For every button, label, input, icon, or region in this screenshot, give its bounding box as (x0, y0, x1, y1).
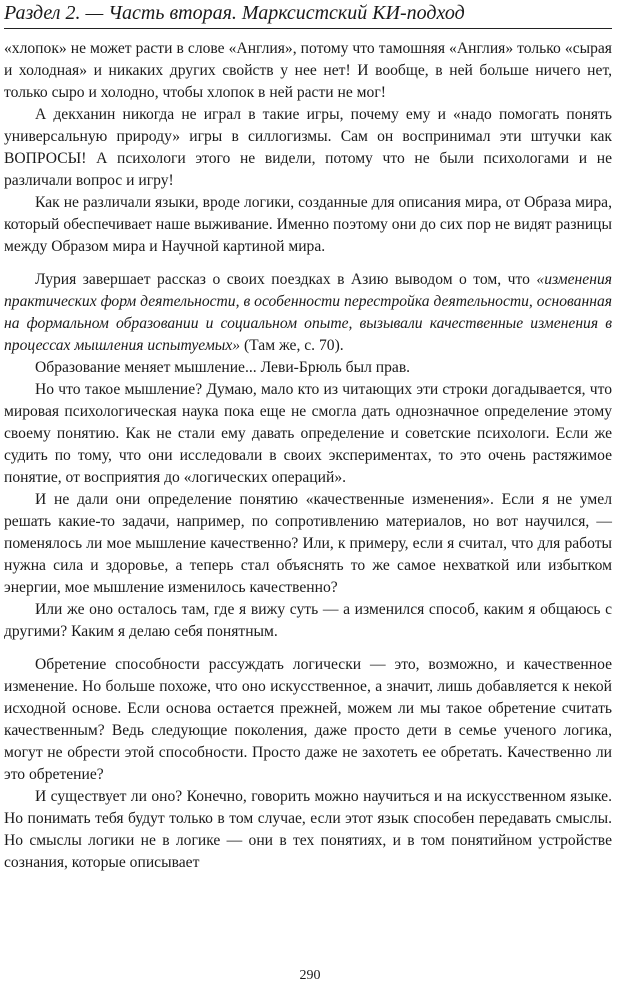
paragraph-text: Лурия завершает рассказ о своих поездках в Азию выводом о том, что (35, 271, 537, 288)
paragraph: Или же оно осталось там, где я вижу суть — а изменился способ, каким я общаюсь с другими? Каким я делаю себя понятным. (4, 601, 612, 640)
paragraph: Образование меняет мышление... Леви-Брюль был прав. (35, 359, 411, 376)
paragraph: И существует ли оно? Конечно, говорить можно научиться и на искусственном языке. Но понимать тебя будут только в том случае, если этот язык способен передавать смыслы. Но смыслы логики не в логике — они в тех понятиях, и в том понятийном устройстве сознания, которые описывает (4, 788, 612, 871)
paragraph: «хлопок» не может расти в слове «Англия», потому что тамошняя «Англия» только «сырая и холодная» и никаких других свойств у нее нет! И вообще, в ней больше ничего нет, только сыро и холодно, чтобы хлопок в ней расти не мог! (4, 40, 612, 101)
page-body (4, 38, 612, 874)
citation-quote: «изменения практических форм деятельности, в особенности перестройка деятельности, основанная на формальном образовании и социальном опыте, вызывали качественные изменения в процессах мышления испытуемых» (4, 271, 612, 354)
running-header (4, 0, 612, 29)
paragraph: Но что такое мышление? Думаю, мало кто из читающих эти строки догадывается, что мировая психологическая наука пока еще не смогла дать однозначное определение этому своему понятию. Как не стали ему давать определение и советские психологи. Если же судить по тому, что они исследовали в своих экспериментах, то это очень растяжимое понятие, от восприятия до «логических операций». (4, 381, 612, 486)
paragraph: Как не различали языки, вроде логики, созданные для описания мира, от Образа мира, который обеспечивает наше выживание. Именно поэтому они до сих пор не видят разницы между Образом мира и Научной картиной мира. (4, 194, 612, 255)
citation-reference: (Там же, с. 70). (240, 337, 344, 354)
paragraph-with-quote (4, 269, 612, 357)
paragraph: А декханин никогда не играл в такие игры, почему ему и «надо помогать понять универсальную природу» игры в силлогизмы. Сам он воспринимал эти штучки как ВОПРОСЫ! А психологи этого не видели, потому что не были психологами и не различали вопрос и игру! (4, 106, 612, 189)
page-number: 290 (299, 968, 321, 983)
running-header-title: Раздел 2. — Часть вторая. Марксистский КИ-подход (4, 2, 465, 24)
paragraph: Обретение способности рассуждать логически — это, возможно, и качественное изменение. Но больше похоже, что оно искусственное, а значит, лишь добавляется к некой исходной основе. Если основа остается прежней, можем ли мы такое обретение считать качественным? Ведь следующие поколения, даже просто дети в семье ученого логика, могут не обрести этой способности. Просто даже не захотеть ее обретать. Качественно ли это обретение? (4, 656, 612, 783)
paragraph: И не дали они определение понятию «качественные изменения». Если я не умел решать какие-то задачи, например, по сопротивлению материалов, но вот научился, — поменялось ли мое мышление качественно? Или, к примеру, если я считал, что для работы нужна сила и здоровье, а теперь стал объяснять то же самое нехваткой или избытком энергии, мое мышление изменилось качественно? (4, 491, 612, 596)
